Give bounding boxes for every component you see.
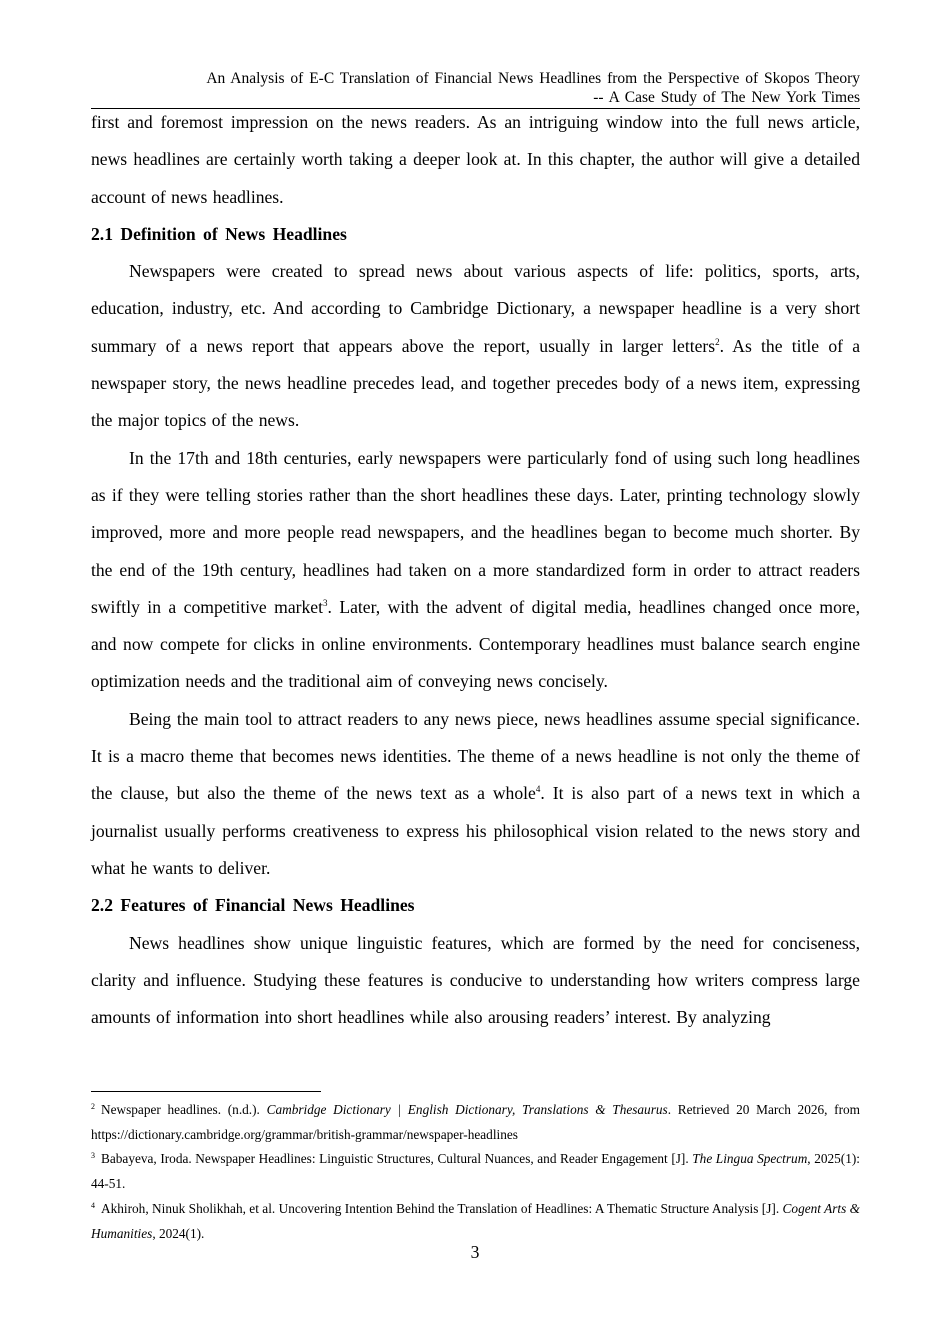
- section-heading-2-2: 2.2 Features of Financial News Headlines: [91, 895, 415, 916]
- footnote-separator: [91, 1091, 321, 1092]
- footnote-ref-4[interactable]: 4: [535, 784, 541, 795]
- footnote-ref-2[interactable]: 2: [715, 336, 720, 347]
- paragraph-features: News headlines show unique linguistic features, which are formed by the need for conciseness, clarity and influence. Studying these features is conducive to understanding how writers compress large amounts of information into short headlines while also arousing readers’ interest. By analyzing: [91, 932, 860, 1028]
- running-header: [91, 69, 860, 107]
- footnote-3: $^3$ Babayeva, Iroda. Newspaper Headlines: Linguistic Structures, Cultural Nuances, and Reader Engagement [J]. The Lingua Spectrum, 2025(1): 44-51.: [91, 1151, 860, 1192]
- footnotes: [91, 1098, 860, 1246]
- footnote-ref-3[interactable]: 3: [323, 597, 328, 608]
- paragraph-continued: first and foremost impression on the news readers. As an intriguing window into the full news article, news headlines are certainly worth taking a deeper look at. In this chapter, the author will give a detailed account of news headlines.: [91, 112, 860, 207]
- running-header-subtitle: -- A Case Study of The New York Times: [593, 89, 860, 106]
- paragraph-definition: Newspapers were created to spread news about various aspects of life: politics, sports, arts, education, industry, etc. And according to Cambridge Dictionary, a newspaper headline is a very short summary of a news report that appears above the report, usually in larger letters$^2$. As the title of a newspaper story, the news headline precedes lead, and together precedes body of a news item, expressing the major topics of the news.: [91, 261, 860, 431]
- body-text: [91, 104, 860, 1036]
- paragraph-significance: Being the main tool to attract readers to any news piece, news headlines assume special significance. It is a macro theme that becomes news identities. The theme of a news headline is not only the theme of the clause, but also the theme of the news text as a whole$^4$. It is also part of a news text in which a journalist usually performs creativeness to express his philosophical vision related to the news story and what he wants to deliver.: [91, 708, 861, 878]
- section-heading-2-1: 2.1 Definition of News Headlines: [91, 223, 347, 244]
- paragraph-history: In the 17th and 18th centuries, early newspapers were particularly fond of using such long headlines as if they were telling stories rather than the short headlines these days. Later, printing technology slowly improved, more and more people read newspapers, and the headlines began to become much shorter. By the end of the 19th century, headlines had taken on a more standardized form in order to attract readers swiftly in a competitive market$^3$. Later, with the advent of digital media, headlines changed once more, and now compete for clicks in online environments. Contemporary headlines must balance search engine optimization needs and the traditional aim of conveying news concisely.: [91, 447, 860, 692]
- page-number: 3: [470, 1242, 480, 1262]
- footnote-2: $^2$ Newspaper headlines. (n.d.). Cambridge Dictionary | English Dictionary, Translations & Thesaurus. Retrieved 20 March 2026, from https://dictionary.cambridge.org/grammar/british-grammar/newspaper-headlines: [91, 1102, 861, 1142]
- running-header-title: An Analysis of E-C Translation of Financial News Headlines from the Perspective of Skopos Theory: [206, 70, 860, 87]
- footnote-4: $^4$ Akhiroh, Ninuk Sholikhah, et al. Uncovering Intention Behind the Translation of Headlines: A Thematic Structure Analysis [J]. Cogent Arts & Humanities, 2024(1).: [91, 1200, 861, 1241]
